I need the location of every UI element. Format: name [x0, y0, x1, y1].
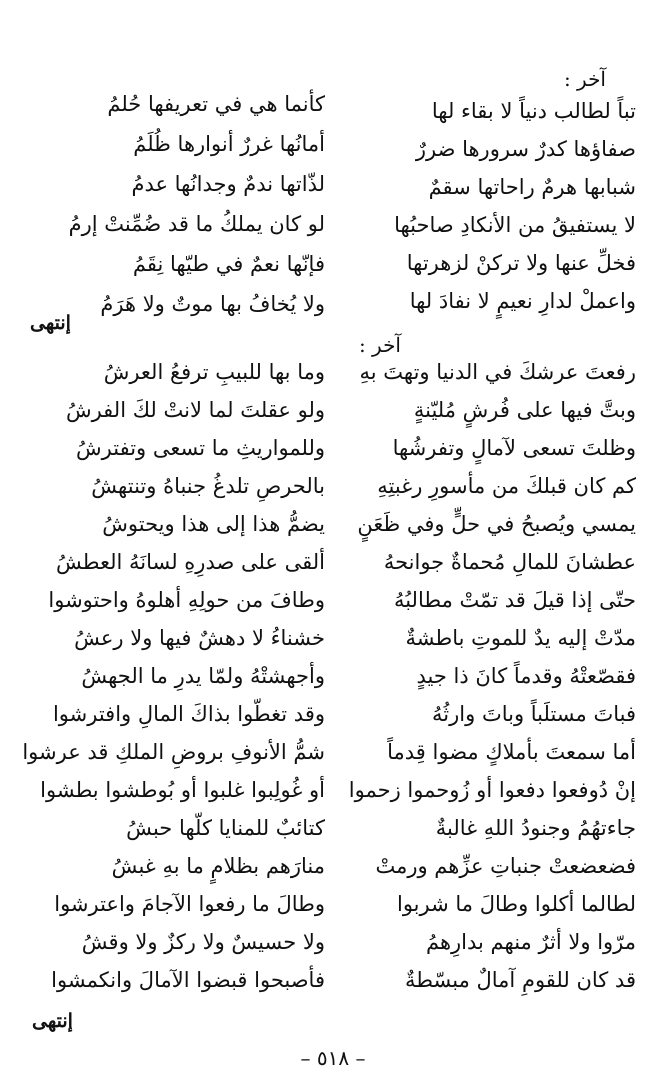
section-1-end-label: إنتهى — [30, 312, 71, 334]
verse-hemistich: وبتَّ فيها على فُرشٍ مُليّنةٍ — [413, 398, 636, 422]
verse-hemistich: بالحرصِ تلدغُ جنباهُ وتنتهشُ — [91, 474, 325, 498]
verse-hemistich: شمُّ الأنوفِ بروضِ الملكِ قد عرشوا — [22, 740, 325, 764]
section-2-left-column — [22, 357, 325, 1017]
verse-hemistich: فقصّعتْهُ وقدماً كانَ ذا جيدٍ — [416, 664, 636, 688]
verse-hemistich: وطالَ ما رفعوا الآجامَ واعترشوا — [54, 892, 325, 916]
verse-hemistich: جاءتهُمُ وجنودُ اللهِ غالبةٌ — [435, 816, 636, 840]
verse-hemistich: كتائبٌ للمنايا كلّها حبشُ — [126, 816, 325, 840]
verse-hemistich: فأصبحوا قبضوا الآمالَ وانكمشوا — [51, 968, 325, 992]
verse-hemistich: لطالما أكلوا وطالَ ما شربوا — [397, 892, 636, 916]
verse-hemistich: لا يستفيقُ من الأنكادِ صاحبُها — [394, 213, 636, 237]
verse-hemistich: أمانُها غررٌ أنوارها ظُلَمُ — [133, 132, 325, 156]
verse-hemistich: رفعتَ عرشكَ في الدنيا وتهتَ بهِ — [359, 360, 636, 384]
verse-hemistich: كأنما هي في تعريفها حُلمُ — [107, 92, 325, 116]
verse-hemistich: واعملْ لدارِ نعيمٍ لا نفادَ لها — [409, 289, 636, 313]
section-2-label: آخر : — [358, 333, 401, 357]
verse-hemistich: وما بها للبيبِ ترفعُ العرشُ — [103, 360, 325, 384]
verse-hemistich: وللمواريثِ ما تسعى وتفترشُ — [76, 436, 325, 460]
verse-hemistich: أما سمعتَ بأملاكٍ مضوا قِدماً — [387, 740, 636, 764]
verse-hemistich: صفاؤها كدرٌ سرورها ضررٌ — [415, 137, 636, 161]
verse-hemistich: وأجهشتْهُ ولمّا يدرِ ما الجهشُ — [81, 664, 325, 688]
verse-hemistich: فباتَ مستلَباً وباتَ وارثُهُ — [432, 702, 636, 726]
verse-hemistich: مرّوا ولا أثرٌ منهم بدارِهمُ — [425, 930, 636, 954]
verse-hemistich: وظلتَ تسعى لآمالٍ وتفرشُها — [392, 436, 636, 460]
verse-hemistich: تباً لطالب دنياً لا بقاء لها — [431, 99, 636, 123]
verse-hemistich: عطشانَ للمالِ مُحماةٌ جوانحهُ — [383, 550, 636, 574]
page-number: – ٥١٨ – — [300, 1046, 366, 1070]
verse-hemistich: وطافَ من حولِهِ أهلوهُ واحتوشوا — [48, 588, 325, 612]
verse-hemistich: خشناءُ لا دهشٌ فيها ولا رعشُ — [74, 626, 325, 650]
section-1-left-column — [40, 89, 325, 316]
verse-hemistich: لذّاتها ندمٌ وجدانُها عدمُ — [131, 172, 325, 196]
section-2-right-column — [336, 357, 636, 1017]
verse-hemistich: يمسي ويُصبحُ في حلٍّ وفي ظَعَنٍ — [357, 512, 636, 536]
verse-hemistich: أو غُولِبوا غلبوا أو بُوطشوا بطشوا — [40, 778, 325, 802]
verse-hemistich: وقد تغطّوا بذاكَ المالِ وافترشوا — [52, 702, 325, 726]
verse-hemistich: إنْ دُوفعوا دفعوا أو زُوحموا زحموا — [348, 778, 636, 802]
verse-hemistich: ألقى على صدرِهِ لسانَهُ العطشُ — [55, 550, 325, 574]
verse-hemistich: مدّتْ إليه يدٌ للموتِ باطشةٌ — [405, 626, 636, 650]
verse-hemistich: فضعضعتْ جنباتِ عزِّهم ورمتْ — [375, 854, 636, 878]
section-1-right-column — [336, 96, 636, 313]
verse-hemistich: منارَهم بظلامٍ ما بهِ غبشُ — [111, 854, 325, 878]
verse-hemistich: ولا يُخافُ بها موتٌ ولا هَرَمُ — [100, 292, 325, 316]
verse-hemistich: فإنّها نعمٌ في طيّها نِقَمُ — [132, 252, 325, 276]
verse-hemistich: ولا حسيسٌ ولا ركزٌ ولا وقشُ — [81, 930, 325, 954]
section-1-label: آخر : — [563, 67, 606, 91]
verse-hemistich: قد كان للقومِ آمالٌ مبسّطةٌ — [405, 968, 636, 992]
verse-hemistich: كم كان قبلكَ من مأسورِ رغبتِهِ — [377, 474, 636, 498]
verse-hemistich: حتّى إذا قيلَ قد تمّتْ مطالبُهُ — [393, 588, 636, 612]
verse-hemistich: ولو عقلتَ لما لانتْ لكَ الفرشُ — [65, 398, 325, 422]
verse-hemistich: فخلِّ عنها ولا تركنْ لزهرتها — [406, 251, 636, 275]
verse-hemistich: لو كان يملكُ ما قد ضُمِّنتْ إرمُ — [68, 212, 325, 236]
verse-hemistich: شبابها هرمٌ راحاتها سقمٌ — [428, 175, 636, 199]
verse-hemistich: يضمُّ هذا إلى هذا ويحتوشُ — [102, 512, 325, 536]
section-2-end-label: إنتهى — [32, 1010, 73, 1032]
